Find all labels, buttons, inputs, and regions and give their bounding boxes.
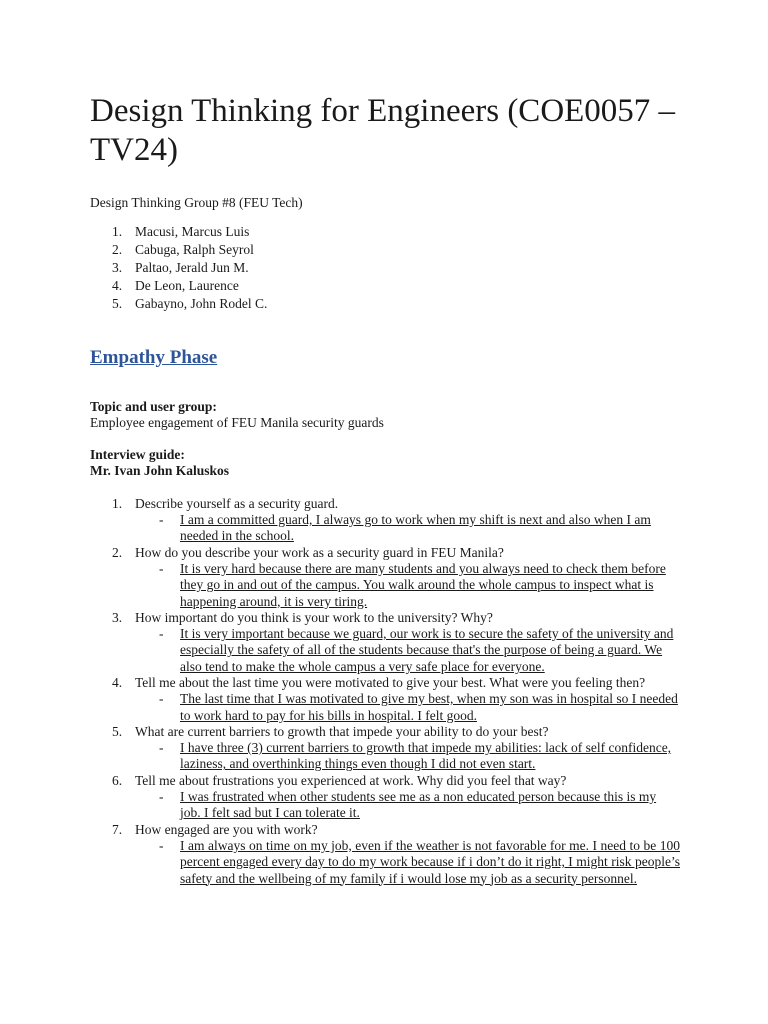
member-item	[112, 277, 267, 295]
topic-label: Topic and user group:	[90, 399, 217, 414]
member-number: 1.	[112, 224, 123, 239]
question-number: 4.	[112, 675, 123, 691]
answer-text: The last time that I was motivated to give my best, when my son was in hospital so I needed to work hard to pay for his bills in hospital. I felt good.	[180, 691, 678, 723]
member-name: Cabuga, Ralph Seyrol	[135, 242, 254, 257]
question-label: Tell me about the last time you were motivated to give your best. What were you feeling then?	[135, 675, 646, 691]
question-text	[112, 822, 692, 838]
answer-block	[112, 740, 680, 773]
question-item	[112, 822, 692, 887]
answer-block	[112, 691, 680, 724]
member-number: 5.	[112, 296, 123, 311]
answer-block	[112, 561, 680, 610]
member-item	[112, 259, 267, 277]
question-label: Describe yourself as a security guard.	[135, 496, 339, 511]
question-text	[112, 496, 692, 512]
interview-question-list	[112, 496, 692, 887]
answer-block	[112, 789, 680, 822]
answer-dash: -	[159, 740, 164, 756]
member-item	[112, 295, 267, 313]
member-item	[112, 241, 267, 259]
answer-dash: -	[159, 691, 164, 707]
interview-label: Interview guide:	[90, 447, 185, 462]
answer-text: I am a committed guard, I always go to work when my shift is next and also when I am needed in the school.	[180, 512, 651, 544]
member-name: Paltao, Jerald Jun M.	[135, 260, 249, 275]
answer-text: I was frustrated when other students see me as a non educated person because this is my job. I felt sad but I can tolerate it.	[180, 788, 657, 821]
question-item	[112, 545, 692, 610]
question-item	[112, 496, 692, 545]
question-item	[112, 724, 692, 773]
member-number: 4.	[112, 278, 123, 293]
question-item	[112, 675, 692, 724]
question-text	[112, 610, 692, 626]
member-list	[112, 223, 267, 313]
question-label: How engaged are you with work?	[135, 821, 318, 837]
answer-dash: -	[159, 837, 164, 853]
question-label: How important do you think is your work to the university? Why?	[135, 610, 493, 626]
question-label: What are current barriers to growth that impede your ability to do your best?	[135, 724, 549, 740]
question-number: 3.	[112, 610, 123, 626]
question-number: 5.	[112, 724, 123, 740]
question-item	[112, 773, 692, 822]
question-number: 1.	[112, 496, 123, 511]
question-label: How do you describe your work as a security guard in FEU Manila?	[135, 544, 504, 560]
member-number: 2.	[112, 242, 123, 257]
group-label: Design Thinking Group #8 (FEU Tech)	[90, 195, 303, 210]
answer-dash: -	[159, 560, 164, 576]
question-number: 2.	[112, 544, 123, 560]
member-name: De Leon, Laurence	[135, 278, 239, 293]
member-number: 3.	[112, 260, 123, 275]
question-text	[112, 545, 692, 561]
member-item	[112, 223, 267, 241]
answer-dash: -	[159, 788, 164, 804]
question-item	[112, 610, 692, 675]
topic-text: Employee engagement of FEU Manila security guards	[90, 415, 384, 430]
answer-text: It is very hard because there are many students and you always need to check them before they go in and out of the campus. You walk around the whole campus to inspect what is happening around, it is very tiring.	[180, 560, 666, 609]
answer-dash: -	[159, 626, 164, 642]
question-number: 7.	[112, 821, 123, 837]
interviewee-name: Mr. Ivan John Kaluskos	[90, 463, 230, 478]
question-text	[112, 675, 692, 691]
answer-block	[112, 838, 680, 887]
member-name: Macusi, Marcus Luis	[135, 224, 250, 239]
answer-text: I am always on time on my job, even if the weather is not favorable for me. I need to be 100 percent engaged every day to do my work because if i don’t do it right, I might risk people’s safety and the wellbeing of my family if i would lose my job as a security personnel.	[180, 837, 680, 886]
member-name: Gabayno, John Rodel C.	[135, 296, 268, 311]
answer-text: It is very important because we guard, our work is to secure the safety of the university and especially the safety of all of the students because that's the purpose of being a guard. We also tend to make the whole campus a very safe place for everyone.	[180, 626, 674, 674]
question-label: Tell me about frustrations you experienced at work. Why did you feel that way?	[135, 772, 567, 788]
section-heading-empathy: Empathy Phase	[90, 347, 218, 368]
question-text	[112, 773, 692, 789]
answer-block	[112, 626, 680, 675]
document-title: Design Thinking for Engineers (COE0057 – TV24)	[90, 93, 676, 168]
question-text	[112, 724, 692, 740]
question-number: 6.	[112, 772, 123, 788]
answer-dash: -	[159, 512, 164, 527]
answer-block	[112, 512, 680, 545]
answer-text: I have three (3) current barriers to growth that impede my abilities: lack of self confidence, laziness, and overthinking things even though I did not even start.	[180, 740, 672, 772]
